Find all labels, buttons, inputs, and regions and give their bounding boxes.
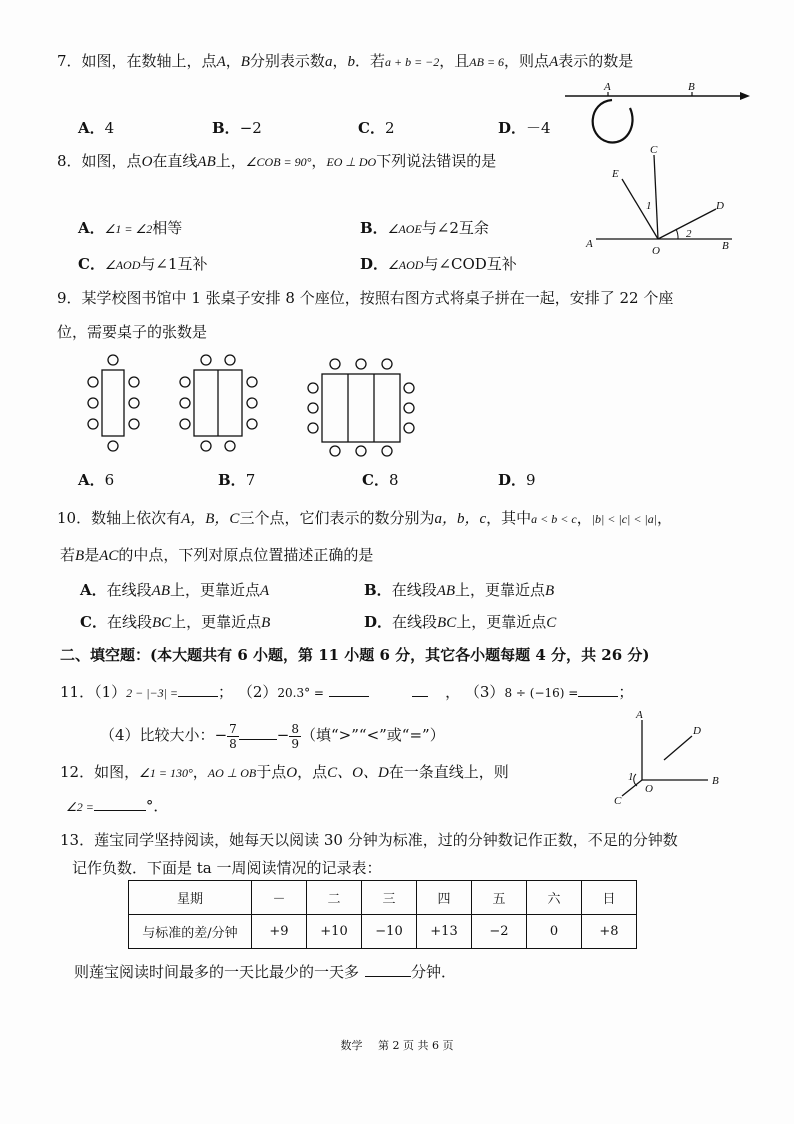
- q13-stem-line3: 则莲宝阅读时间最多的一天比最少的一天多 分钟．: [74, 963, 457, 981]
- ray-od: [664, 736, 692, 760]
- q12-angle-figure: [608, 708, 728, 808]
- q9-option-a: A．6: [78, 471, 115, 489]
- q13-number: 13．: [60, 831, 95, 849]
- table-row-label: 与标准的差/分钟: [129, 915, 252, 949]
- q12-number: 12．: [60, 763, 95, 781]
- q10-number: 10．: [57, 509, 92, 527]
- q8-option-d: D．∠AOD与∠COD互补: [360, 255, 517, 273]
- fraction-8-9: $\frac{8}{9}$: [291, 721, 299, 751]
- table-1-desk: [102, 370, 124, 436]
- table-3-desks: [322, 374, 400, 442]
- footer-page-number: 第 2 页 共 6 页: [378, 1039, 454, 1052]
- svg-text:1: 1: [646, 200, 652, 212]
- q10-stem-line2: 若B是AC的中点，下列对原点位置描述正确的是: [60, 546, 374, 564]
- q11-number: 11．: [60, 683, 95, 701]
- q8-option-b: B．∠AOE与∠2互余: [360, 219, 489, 237]
- q7-stem: 7．如图，在数轴上，点A，B分别表示数a，b．若a + b = −2，且AB = 6，则点A表示的数是: [57, 52, 634, 70]
- q7-number-line-figure: [560, 78, 755, 153]
- ray-oc: [654, 155, 658, 239]
- q10-option-b: B．在线段AB上，更靠近点B: [364, 581, 555, 599]
- fraction-7-8: $\frac{7}{8}$: [229, 721, 237, 751]
- q9-option-d: D．9: [498, 471, 536, 489]
- q9-number: 9．: [57, 289, 82, 307]
- footer-subject: 数学: [340, 1039, 363, 1052]
- arrow-head-icon: [740, 92, 750, 100]
- fig-label-b: B: [688, 81, 695, 93]
- q11-p4-answer-blank: [239, 725, 277, 740]
- q10-option-c: C．在线段BC上，更靠近点B: [80, 613, 271, 631]
- svg-text:D: D: [693, 725, 701, 737]
- q11-line1: 11．（1）2 − |−3| = ； （2）20.3° = ， （3）8 ÷ (−16) = ；: [60, 683, 634, 701]
- reading-record-table: [128, 880, 637, 949]
- svg-text:B: B: [712, 775, 719, 787]
- q13-answer-blank: [365, 962, 411, 977]
- svg-text:B: B: [722, 240, 729, 252]
- q9-tables-figure: [84, 350, 434, 460]
- svg-text:C: C: [614, 795, 622, 807]
- table-row: 星期 － 二 三 四 五 六 日: [129, 881, 637, 915]
- q7-option-c: C．2: [358, 119, 395, 137]
- q9-stem-line2: 位，需要桌子的张数是: [57, 323, 208, 341]
- q13-stem-line2: 记作负数．下面是 ta 一周阅读情况的记录表：: [72, 859, 382, 877]
- svg-text:A: A: [636, 709, 643, 721]
- svg-text:D: D: [716, 200, 724, 212]
- svg-text:O: O: [652, 245, 660, 257]
- q8-stem: 8．如图，点O在直线AB上，∠COB = 90°，EO ⊥ DO下列说法错误的是: [57, 152, 497, 170]
- q12-stem: 12．如图，∠1 = 130°，AO ⊥ OB于点O，点C、O、D在一条直线上，则: [60, 763, 509, 781]
- q11-p1-answer-blank: [178, 682, 218, 697]
- q10-option-d: D．在线段BC上，更靠近点C: [364, 613, 557, 631]
- q7-option-d: D．－4: [498, 119, 551, 137]
- q11-p2-answer-blank-degree: [329, 682, 369, 697]
- q10-stem-line1: 10．数轴上依次有A，B，C三个点，它们表示的数分别为a，b，c，其中a < b < c，|b| < |c| < |a|，: [57, 509, 673, 527]
- q12-answer-blank: [94, 796, 146, 811]
- q12-line2: ∠2 = °．: [66, 797, 169, 815]
- q7-number: 7．: [57, 52, 82, 70]
- q11-p2-answer-blank-minute: [412, 682, 428, 697]
- fig-label-a: A: [604, 81, 611, 93]
- svg-text:O: O: [645, 783, 653, 795]
- q11-p3-answer-blank: [578, 682, 618, 697]
- q8-number: 8．: [57, 152, 82, 170]
- svg-text:2: 2: [686, 228, 692, 240]
- q9-stem-line1: 9．某学校图书馆中 1 张桌子安排 8 个座位，按照右图方式将桌子拼在一起，安排了 22 个座: [57, 289, 674, 307]
- seat-icon: [108, 441, 118, 451]
- q9-option-b: B．7: [218, 471, 256, 489]
- q13-stem-line1: 13．莲宝同学坚持阅读，她每天以阅读 30 分钟为标准，过的分钟数记作正数，不足的分钟数: [60, 831, 678, 849]
- q7-option-b: B．−2: [212, 119, 262, 137]
- q7-option-a: A．4: [78, 119, 115, 137]
- page-footer: [0, 1037, 794, 1053]
- q8-option-a: A．∠1 = ∠2相等: [78, 219, 183, 237]
- q8-option-c: C．∠AOD与∠1互补: [78, 255, 208, 273]
- svg-text:E: E: [612, 168, 619, 180]
- q9-option-c: C．8: [362, 471, 399, 489]
- table-row: 与标准的差/分钟 +9 +10 −10 +13 −2 0 +8: [129, 915, 637, 949]
- q11-line2: （4）比较大小：− $\frac{7}{8}$ − $\frac{8}{9}$ （填“>”“<”或“=”）: [100, 721, 445, 751]
- q10-option-a: A．在线段AB上，更靠近点A: [80, 581, 270, 599]
- q8-angle-figure: [582, 143, 742, 258]
- table-header-label: 星期: [129, 881, 252, 915]
- svg-text:A: A: [586, 238, 593, 250]
- svg-text:1: 1: [628, 771, 634, 783]
- seat-icon: [108, 355, 118, 365]
- ray-oe: [622, 179, 658, 239]
- pen-scribble-mark: [593, 100, 633, 143]
- section-2-title: 二、填空题：(本大题共有 6 小题，第 11 小题 6 分，其它各小题每题 4 分，共 26 分): [60, 646, 650, 664]
- svg-text:C: C: [650, 144, 658, 156]
